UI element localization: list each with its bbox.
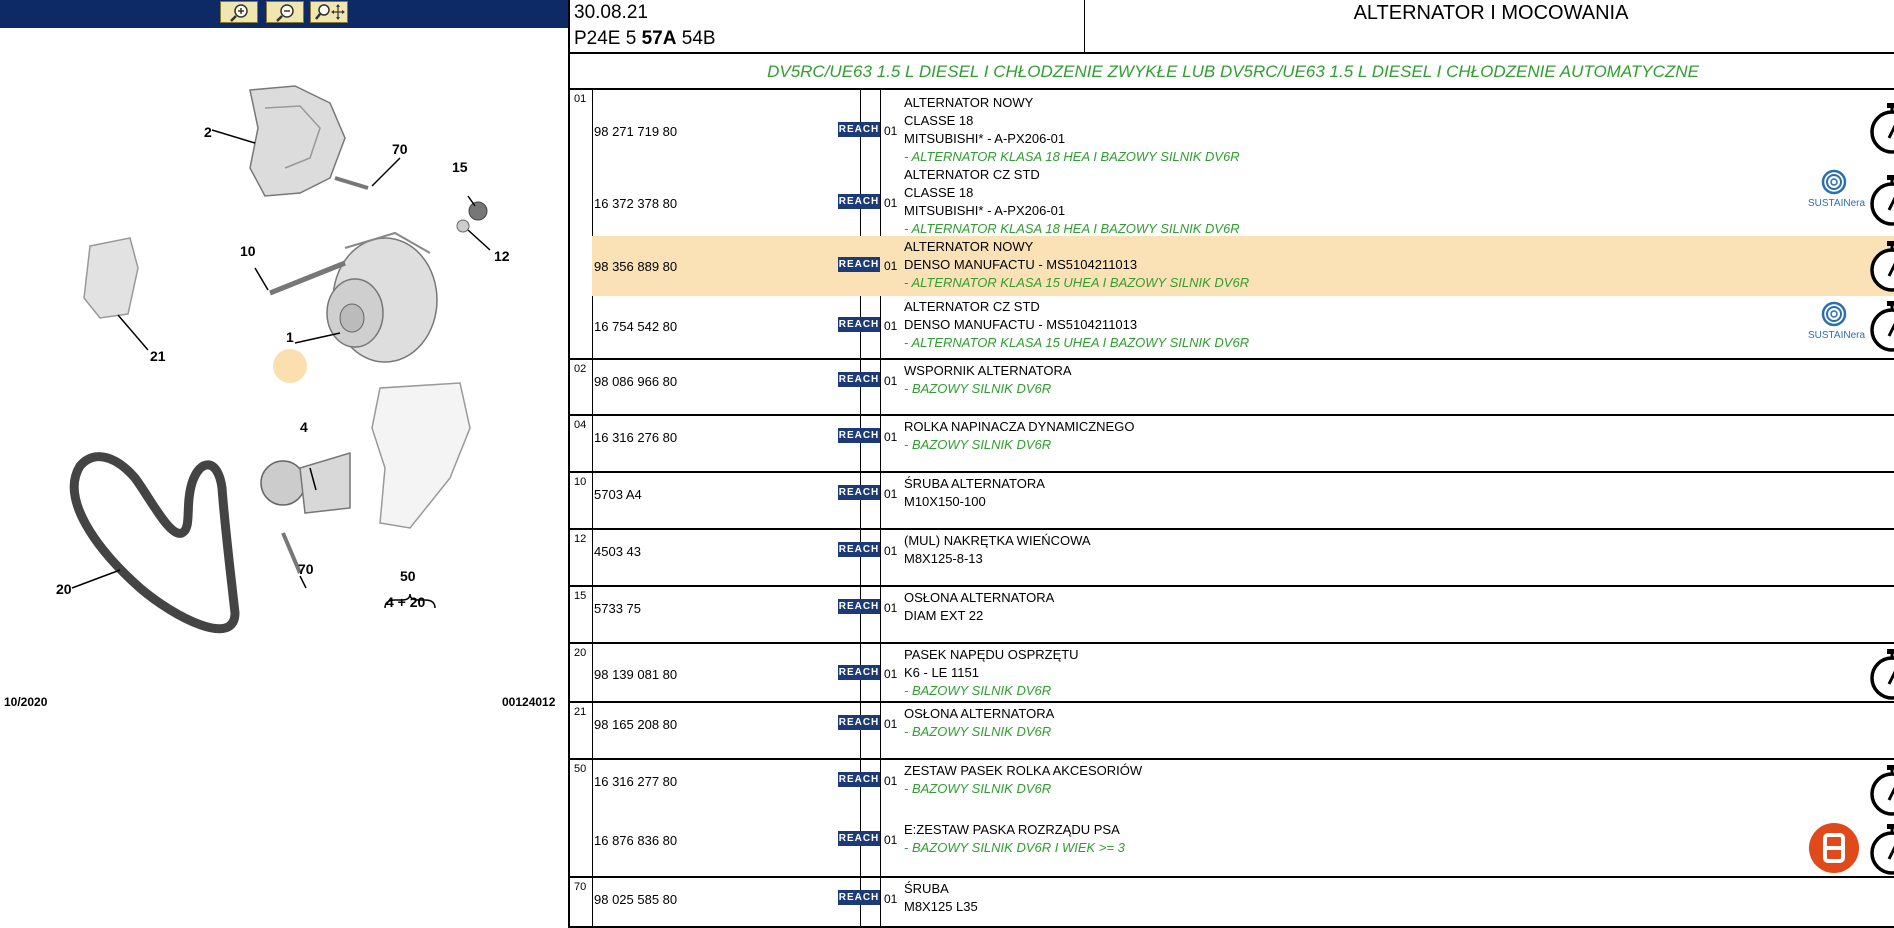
- part-title: ALTERNATOR CZ STD: [904, 167, 1040, 182]
- part-title: WSPORNIK ALTERNATORA: [904, 363, 1072, 378]
- reach-badge: REACH: [838, 892, 880, 903]
- part-quantity: 01: [884, 833, 898, 847]
- part-reference[interactable]: 98 139 081 80: [594, 667, 678, 682]
- part-quantity: 01: [884, 259, 898, 273]
- part-description: [904, 475, 1045, 511]
- zoom-in-icon: [221, 2, 257, 22]
- part-detail: DIAM EXT 22: [904, 608, 984, 623]
- part-detail: K6 - LE 1151: [904, 665, 979, 680]
- part-quantity: 01: [884, 487, 898, 501]
- part-condition: - ALTERNATOR KLASA 15 UHEA I BAZOWY SILNIK DV6R: [904, 335, 1250, 350]
- group-number: 15: [574, 590, 587, 602]
- part-title: E:ZESTAW PASKA ROZRZĄDU PSA: [904, 822, 1120, 837]
- group-number: 50: [574, 763, 587, 775]
- header-divider: [1084, 0, 1085, 52]
- part-detail: CLASSE 18: [904, 185, 974, 200]
- reach-badge: REACH: [838, 487, 880, 498]
- part-title: PASEK NAPĘDU OSPRZĘTU: [904, 647, 1079, 662]
- part-reference[interactable]: 98 165 208 80: [594, 717, 678, 732]
- part-condition: - BAZOWY SILNIK DV6R: [904, 683, 1052, 698]
- table-row[interactable]: [592, 587, 1894, 644]
- labour-time-icon[interactable]: [1868, 648, 1894, 700]
- diagram-id: 00124012: [502, 695, 556, 709]
- sustainera-label: SUSTAINera: [1808, 330, 1866, 341]
- labour-time-icon[interactable]: [1868, 823, 1894, 875]
- reach-badge: REACH: [838, 601, 880, 612]
- part-description: [904, 762, 1142, 798]
- part-detail: MITSUBISHI* - A-PX206-01: [904, 203, 1066, 218]
- part-title: ŚRUBA ALTERNATORA: [904, 476, 1045, 491]
- part-group-50: [570, 760, 1894, 878]
- zoom-out-button[interactable]: [266, 1, 304, 23]
- diagram-label-12[interactable]: 12: [494, 248, 510, 264]
- part-title: (MUL) NAKRĘTKA WIEŃCOWA: [904, 533, 1091, 548]
- part-condition: - ALTERNATOR KLASA 18 HEA I BAZOWY SILNIK DV6R: [904, 149, 1240, 164]
- labour-time-icon[interactable]: [1868, 300, 1894, 352]
- part-description: [904, 166, 1240, 238]
- part-reference[interactable]: 16 754 542 80: [594, 319, 678, 334]
- table-row[interactable]: [592, 760, 1894, 819]
- labour-time-icon[interactable]: [1868, 174, 1894, 226]
- part-quantity: 01: [884, 196, 898, 210]
- header-code: [574, 28, 716, 50]
- diagram-label-21[interactable]: 21: [150, 348, 166, 364]
- reach-badge: REACH: [838, 774, 880, 785]
- part-reference[interactable]: 98 356 889 80: [594, 259, 678, 274]
- exploded-diagram[interactable]: [0, 28, 568, 728]
- group-number: 10: [574, 476, 587, 488]
- part-reference[interactable]: 16 316 277 80: [594, 774, 678, 789]
- part-group-70: [570, 878, 1894, 928]
- part-reference[interactable]: 4503 43: [594, 544, 641, 559]
- part-condition: - BAZOWY SILNIK DV6R: [904, 381, 1052, 396]
- labour-time-icon[interactable]: [1868, 240, 1894, 292]
- table-row[interactable]: [592, 878, 1894, 928]
- diagram-label-50[interactable]: 50: [400, 568, 416, 584]
- e-kit-logo-icon: [1808, 822, 1860, 874]
- parts-header: [570, 0, 1894, 54]
- part-reference[interactable]: 16 316 276 80: [594, 430, 678, 445]
- zoom-toolbar: [0, 0, 568, 28]
- reach-badge: REACH: [838, 430, 880, 441]
- part-group-12: [570, 530, 1894, 587]
- reach-badge: REACH: [838, 374, 880, 385]
- part-group-01: [570, 90, 1894, 360]
- table-row[interactable]: [592, 644, 1894, 703]
- part-description: [904, 298, 1249, 352]
- part-description: [904, 705, 1054, 741]
- part-title: ALTERNATOR NOWY: [904, 95, 1034, 110]
- table-row[interactable]: [592, 703, 1894, 760]
- reach-badge: REACH: [838, 544, 880, 555]
- diagram-date: 10/2020: [4, 695, 48, 709]
- zoom-in-button[interactable]: [220, 1, 258, 23]
- diagram-drawing: [0, 28, 568, 728]
- part-description: [904, 418, 1134, 454]
- part-quantity: 01: [884, 544, 898, 558]
- part-quantity: 01: [884, 319, 898, 333]
- part-group-20: [570, 644, 1894, 703]
- reach-badge: REACH: [838, 717, 880, 728]
- zoom-out-icon: [267, 2, 303, 22]
- table-row[interactable]: [592, 236, 1894, 296]
- part-quantity: 01: [884, 124, 898, 138]
- part-condition: - BAZOWY SILNIK DV6R: [904, 781, 1052, 796]
- part-quantity: 01: [884, 667, 898, 681]
- group-number: 04: [574, 419, 587, 431]
- page-title: ALTERNATOR I MOCOWANIA: [1353, 2, 1629, 24]
- part-reference[interactable]: 98 025 585 80: [594, 892, 678, 907]
- reach-badge: REACH: [838, 319, 880, 330]
- diagram-label-1[interactable]: 1: [286, 329, 294, 345]
- part-condition: - BAZOWY SILNIK DV6R I WIEK >= 3: [904, 840, 1125, 855]
- part-title: OSŁONA ALTERNATORA: [904, 590, 1055, 605]
- part-title: OSŁONA ALTERNATORA: [904, 706, 1055, 721]
- part-description: [904, 532, 1091, 568]
- part-description: [904, 94, 1240, 166]
- diagram-label-4[interactable]: 4: [300, 419, 308, 435]
- group-number: 01: [574, 93, 587, 105]
- part-reference[interactable]: 98 086 966 80: [594, 374, 678, 389]
- diagram-label-70-bottom[interactable]: 70: [298, 561, 314, 577]
- part-reference[interactable]: 5733 75: [594, 601, 641, 616]
- part-title: ZESTAW PASEK ROLKA AKCESORIÓW: [904, 763, 1143, 778]
- labour-time-icon[interactable]: [1868, 764, 1894, 816]
- table-row[interactable]: [592, 473, 1894, 530]
- part-condition: - ALTERNATOR KLASA 18 HEA I BAZOWY SILNIK DV6R: [904, 221, 1240, 236]
- sustainera-label: SUSTAINera: [1808, 198, 1866, 209]
- part-description: [904, 821, 1125, 857]
- part-condition: - BAZOWY SILNIK DV6R: [904, 437, 1052, 452]
- table-row[interactable]: [592, 819, 1894, 878]
- group-number: 12: [574, 533, 587, 545]
- part-group-04: [570, 416, 1894, 473]
- part-description: [904, 880, 978, 916]
- group-number: 20: [574, 647, 587, 659]
- table-row[interactable]: [592, 360, 1894, 416]
- part-reference[interactable]: 16 876 836 80: [594, 833, 678, 848]
- part-description: [904, 362, 1072, 398]
- diagram-label-2[interactable]: 2: [204, 124, 212, 140]
- header-code-c: 54B: [681, 28, 716, 49]
- diagram-label-20[interactable]: 20: [56, 581, 72, 597]
- table-row[interactable]: [592, 296, 1894, 356]
- part-detail: M8X125 L35: [904, 899, 978, 914]
- part-title: ALTERNATOR NOWY: [904, 239, 1034, 254]
- engine-description: DV5RC/UE63 1.5 L DIESEL I CHŁODZENIE ZWYKŁE LUB DV5RC/UE63 1.5 L DIESEL I CHŁODZENIE AUTOMATYCZNE: [570, 54, 1894, 90]
- part-quantity: 01: [884, 892, 898, 906]
- group-number: 70: [574, 881, 587, 893]
- header-code-b: 57A: [641, 28, 677, 49]
- part-group-10: [570, 473, 1894, 530]
- labour-time-icon[interactable]: [1868, 102, 1894, 154]
- part-group-21: [570, 703, 1894, 760]
- diagram-label-10[interactable]: 10: [240, 243, 256, 259]
- part-description: [904, 646, 1079, 700]
- part-group-15: [570, 587, 1894, 644]
- pan-zoom-icon: [311, 2, 347, 22]
- part-detail: DENSO MANUFACTU - MS5104211013: [904, 257, 1138, 272]
- reach-badge: REACH: [838, 667, 880, 678]
- part-description: [904, 589, 1054, 625]
- part-group-02: [570, 360, 1894, 416]
- parts-panel: [568, 0, 1894, 928]
- part-description: [904, 238, 1249, 292]
- header-date: 30.08.21: [574, 2, 648, 23]
- reach-badge: REACH: [838, 259, 880, 270]
- part-detail: CLASSE 18: [904, 113, 974, 128]
- part-condition: - BAZOWY SILNIK DV6R: [904, 724, 1052, 739]
- part-detail: MITSUBISHI* - A-PX206-01: [904, 131, 1066, 146]
- part-detail: M8X125-8-13: [904, 551, 983, 566]
- diagram-label-4-plus-20[interactable]: 4 + 20: [386, 594, 426, 610]
- group-number: 21: [574, 706, 587, 718]
- table-row[interactable]: [592, 164, 1894, 236]
- part-detail: DENSO MANUFACTU - MS5104211013: [904, 317, 1138, 332]
- table-row[interactable]: [592, 416, 1894, 473]
- part-detail: M10X150-100: [904, 494, 986, 509]
- part-condition: - ALTERNATOR KLASA 15 UHEA I BAZOWY SILNIK DV6R: [904, 275, 1250, 290]
- part-quantity: 01: [884, 430, 898, 444]
- part-quantity: 01: [884, 717, 898, 731]
- pan-zoom-button[interactable]: [310, 1, 348, 23]
- part-title: ŚRUBA: [904, 881, 949, 896]
- sustainera-logo-icon: [1804, 300, 1864, 346]
- table-row[interactable]: [592, 530, 1894, 587]
- diagram-panel: [0, 0, 568, 928]
- header-code-a: P24E 5: [574, 28, 637, 49]
- part-title: ROLKA NAPINACZA DYNAMICZNEGO: [904, 419, 1135, 434]
- group-number: 02: [574, 363, 587, 375]
- part-reference[interactable]: 5703 A4: [594, 487, 642, 502]
- part-title: ALTERNATOR CZ STD: [904, 299, 1040, 314]
- diagram-label-15[interactable]: 15: [452, 159, 468, 175]
- part-quantity: 01: [884, 374, 898, 388]
- part-reference[interactable]: 98 271 719 80: [594, 124, 678, 139]
- part-quantity: 01: [884, 774, 898, 788]
- reach-badge: REACH: [838, 833, 880, 844]
- reach-badge: REACH: [838, 124, 880, 135]
- table-row[interactable]: [592, 92, 1894, 164]
- reach-badge: REACH: [838, 196, 880, 207]
- diagram-label-70-top[interactable]: 70: [392, 141, 408, 157]
- part-quantity: 01: [884, 601, 898, 615]
- part-reference[interactable]: 16 372 378 80: [594, 196, 678, 211]
- sustainera-logo-icon: [1804, 168, 1864, 214]
